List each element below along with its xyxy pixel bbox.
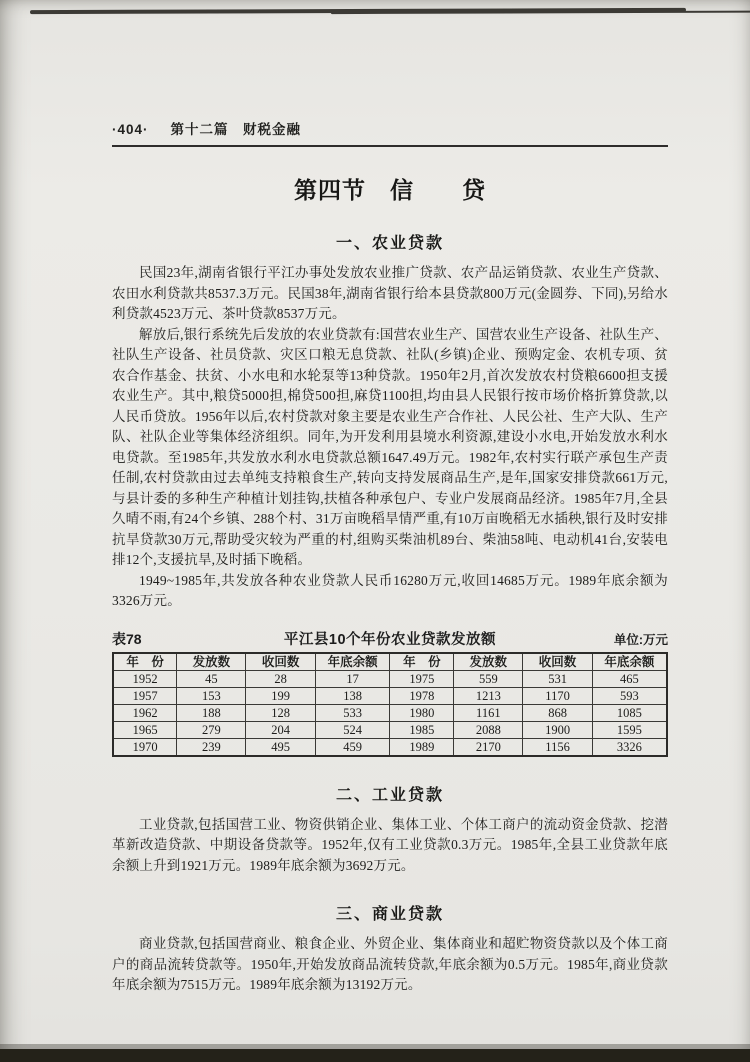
table-cell: 1985 <box>390 721 454 738</box>
table-header-cell: 年 份 <box>113 653 177 671</box>
page-header <box>112 118 668 138</box>
table-cell: 17 <box>315 670 390 687</box>
table-cell: 2170 <box>454 738 523 756</box>
table-cell: 45 <box>177 670 246 687</box>
table-header-row <box>113 653 667 671</box>
table-unit: 单位:万元 <box>613 632 668 647</box>
chapter-title: 第十二篇 财税金融 <box>170 122 302 137</box>
table-row <box>113 687 667 704</box>
table-cell: 1970 <box>113 738 177 756</box>
table-row <box>113 738 667 756</box>
table-cell: 1595 <box>592 721 667 738</box>
table-cell: 465 <box>592 670 667 687</box>
paragraph-commerce-1: 商业贷款,包括国营商业、粮食企业、外贸企业、集体商业和超贮物资贷款以及个体工商户的商品流转贷款等。1950年,开始发放商品流转贷款,年底余额为0.5万元。1985年,商业贷款年底余额为7515万元。1989年底余额为13192万元。 <box>112 936 668 992</box>
table-cell: 459 <box>315 738 390 756</box>
table-cell: 1962 <box>113 704 177 721</box>
table-cell: 1161 <box>454 704 523 721</box>
table-cell: 1170 <box>523 687 592 704</box>
table-cell: 1980 <box>390 704 454 721</box>
table-header-cell: 发放数 <box>177 653 246 671</box>
table-title: 平江县10个年份农业贷款发放额 <box>283 631 497 648</box>
table-cell: 533 <box>315 704 390 721</box>
subsection-heading-industry: 二、工业贷款 <box>335 786 444 804</box>
table-cell: 199 <box>246 687 315 704</box>
page-number: ·404· <box>112 122 149 137</box>
table-cell: 138 <box>315 687 390 704</box>
scan-artifact-bottom <box>0 1049 750 1062</box>
table-header-cell: 年底余额 <box>592 653 667 671</box>
section-title: 第四节 信 贷 <box>294 177 486 203</box>
table-cell: 495 <box>246 738 315 756</box>
table-cell: 559 <box>454 670 523 687</box>
table-cell: 279 <box>177 721 246 738</box>
table-cell: 239 <box>177 738 246 756</box>
table-cell: 128 <box>246 704 315 721</box>
table-label: 表78 <box>112 630 142 647</box>
table-cell: 28 <box>246 670 315 687</box>
table-cell: 1213 <box>454 687 523 704</box>
paragraph-agriculture-2: 解放后,银行系统先后发放的农业贷款有:国营农业生产、国营农业生产设备、社队生产、社队生产设备、社员贷款、灾区口粮无息贷款、社队(乡镇)企业、预购定金、农机专项、贫农合作基金、扶贫、小水电和水轮泵等13种贷款。1950年2月,首次发放农村贷粮6600担支援农业生产。其中,粮贷5000担,棉贷500担,麻贷1100担,均由县人民银行按市场价格折算贷款,以人民币贷放。1956年以后,农村贷款对象主要是农业生产合作社、人民公社、生产大队、生产队、社队企业等集体经济组织。同年,为开发利用县境水利资源,建设小水电,开始发放水利水电贷款。至1985年,共发放水利水电贷款总额1647.49万元。1982年,农村实行联产承包生产责任制,农村贷款由过去单纯支持粮食生产,转向支持发展商品生产,是年,国家安排贷款661万元,与县计委的多种生产种植计划挂钩,扶植各种承包户、专业户发展商品经济。1985年7月,全县久晴不雨,有24个乡镇、288个村、31万亩晚稻旱情严重,有10万亩晚稻无水插秧,银行及时安排抗旱贷款30万元,帮助受灾较为严重的村,组购买柴油机89台、柴油58吨、电动机41台,安装电排12个,支援抗旱,及时插下晚稻。 <box>112 326 668 567</box>
table-cell: 1975 <box>390 670 454 687</box>
paragraph-agriculture-1: 民国23年,湖南省银行平江办事处发放农业推广贷款、农产品运销贷款、农业生产贷款、农田水利贷款共8537.3万元。民国38年,湖南省银行给本县贷款800万元(金圆券、下同),另给水利贷款4523万元、茶叶贷款8537万元。 <box>112 265 668 321</box>
table-header-cell: 年 份 <box>390 653 454 671</box>
table-cell: 1978 <box>390 687 454 704</box>
table-cell: 593 <box>592 687 667 704</box>
table-cell: 153 <box>177 687 246 704</box>
table-row <box>113 670 667 687</box>
page-content <box>112 118 668 996</box>
table-cell: 1156 <box>523 738 592 756</box>
paragraph-agriculture-3: 1949~1985年,共发放各种农业贷款人民币16280万元,收回14685万元。1989年底余额为3326万元。 <box>112 572 668 608</box>
table-row <box>113 721 667 738</box>
table-cell: 1085 <box>592 704 667 721</box>
table-cell: 531 <box>523 670 592 687</box>
subsection-heading-agriculture: 一、农业贷款 <box>335 235 444 252</box>
subsection-heading-commerce: 三、商业贷款 <box>335 906 444 923</box>
table-cell: 1989 <box>390 738 454 756</box>
table-cell: 1965 <box>113 721 177 738</box>
table-cell: 524 <box>315 721 390 738</box>
table-cell: 1952 <box>113 670 177 687</box>
table-cell: 1957 <box>113 687 177 704</box>
table-cell: 868 <box>523 704 592 721</box>
table-header-cell: 年底余额 <box>315 653 390 671</box>
table-cell: 188 <box>177 704 246 721</box>
table-cell: 204 <box>246 721 315 738</box>
table-header-cell: 收回数 <box>246 653 315 671</box>
table-header-cell: 发放数 <box>454 653 523 671</box>
table-header-cell: 收回数 <box>523 653 592 671</box>
table-caption <box>112 628 668 649</box>
agricultural-loan-table <box>112 652 668 757</box>
paragraph-industry-1: 工业贷款,包括国营工业、物资供销企业、集体工业、个体工商户的流动资金贷款、挖潜革新改造贷款、中期设备贷款等。1952年,仅有工业贷款0.3万元。1985年,全县工业贷款年底余额上升到1921万元。1989年底余额为3692万元。 <box>112 816 668 873</box>
table-cell: 1900 <box>523 721 592 738</box>
header-rule <box>112 145 668 147</box>
scan-artifact-top <box>30 8 686 14</box>
table-row <box>113 704 667 721</box>
table-cell: 2088 <box>454 721 523 738</box>
table-cell: 3326 <box>592 738 667 756</box>
